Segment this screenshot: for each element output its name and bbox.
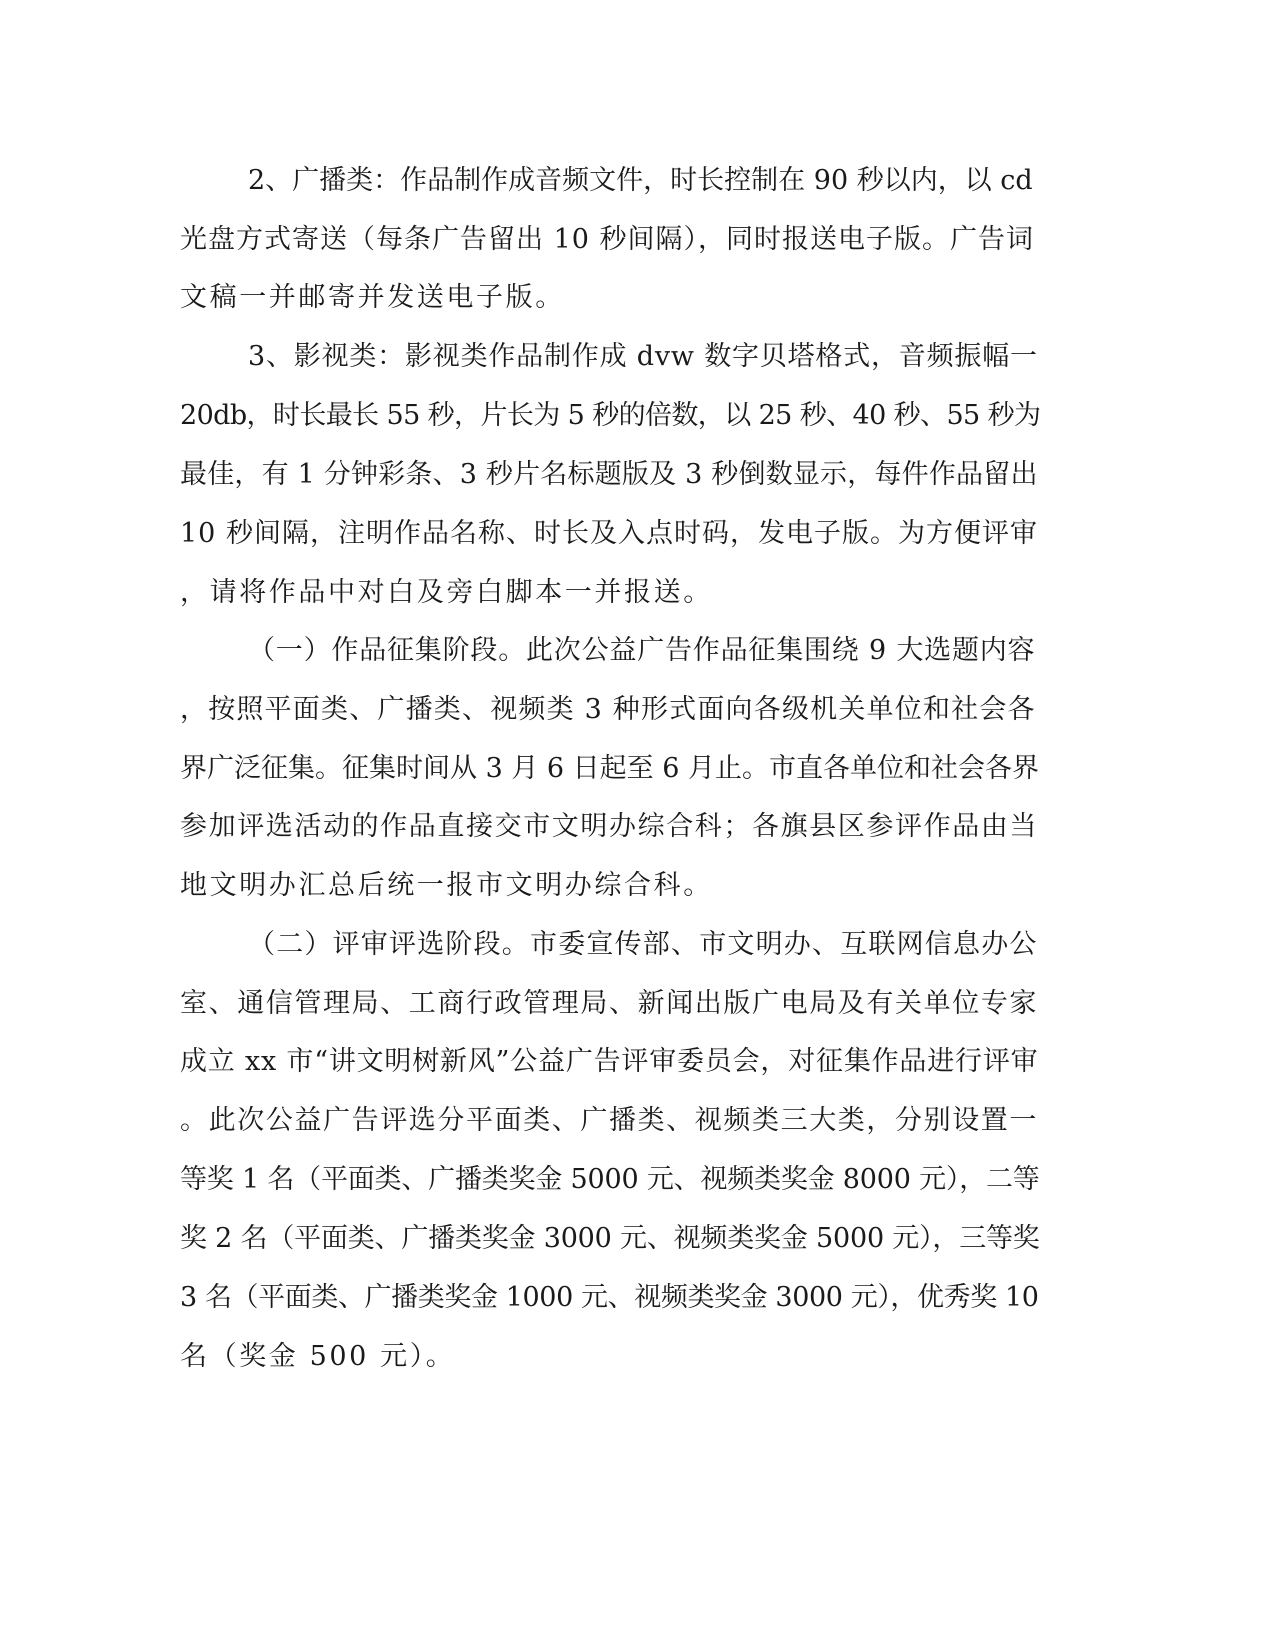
paragraph-collection-line-3: 界广泛征集。征集时间从 3 月 6 日起至 6 月止。市直各单位和社会各界 (180, 753, 1040, 784)
paragraph-review-line-8: 名（奖金 500 元）。 (180, 1341, 456, 1372)
paragraph-collection-line-4: 参加评选活动的作品直接交市文明办综合科；各旗县区参评作品由当 (180, 811, 1038, 842)
paragraph-broadcast-line-1: 2、广播类：作品制作成音频文件，时长控制在 90 秒以内，以 cd (248, 165, 1033, 196)
paragraph-video-line-5: ，请将作品中对白及旁白脚本一并报送。 (180, 577, 713, 608)
paragraph-broadcast-line-3: 文稿一并邮寄并发送电子版。 (180, 282, 565, 313)
paragraph-review-line-7: 3 名（平面类、广播类奖金 1000 元、视频类奖金 3000 元），优秀奖 10 (180, 1282, 1039, 1313)
paragraph-collection-line-5: 地文明办汇总后统一报市文明办综合科。 (180, 870, 713, 901)
paragraph-review-line-2: 室、通信管理局、工商行政管理局、新闻出版广电局及有关单位专家 (180, 988, 1038, 1019)
paragraph-video-line-1: 3、影视类：影视类作品制作成 dvw 数字贝塔格式，音频振幅一 (248, 341, 1038, 372)
paragraph-review-line-1: （二）评审评选阶段。市委宣传部、市文明办、互联网信息办公 (248, 929, 1038, 960)
paragraph-review-line-3: 成立 xx 市“讲文明树新风”公益广告评审委员会，对征集作品进行评审 (180, 1046, 1039, 1077)
paragraph-video-line-3: 最佳，有 1 分钟彩条、3 秒片名标题版及 3 秒倒数显示，每件作品留出 (180, 459, 1038, 490)
paragraph-video-line-2: 20db，时长最长 55 秒，片长为 5 秒的倍数，以 25 秒、40 秒、55 秒为 (180, 400, 1041, 431)
paragraph-review-line-6: 奖 2 名（平面类、广播类奖金 3000 元、视频类奖金 5000 元），三等奖 (180, 1223, 1040, 1254)
paragraph-review-line-5: 等奖 1 名（平面类、广播类奖金 5000 元、视频类奖金 8000 元），二等 (180, 1164, 1040, 1195)
paragraph-collection-line-1: （一）作品征集阶段。此次公益广告作品征集围绕 9 大选题内容 (248, 635, 1036, 666)
paragraph-review-line-4: 。此次公益广告评选分平面类、广播类、视频类三大类，分别设置一 (180, 1105, 1038, 1136)
paragraph-video-line-4: 10 秒间隔，注明作品名称、时长及入点时码，发电子版。为方便评审 (180, 518, 1038, 549)
paragraph-broadcast-line-2: 光盘方式寄送（每条广告留出 10 秒间隔），同时报送电子版。广告词 (180, 224, 1035, 255)
paragraph-collection-line-2: ，按照平面类、广播类、视频类 3 种形式面向各级机关单位和社会各 (180, 694, 1036, 725)
